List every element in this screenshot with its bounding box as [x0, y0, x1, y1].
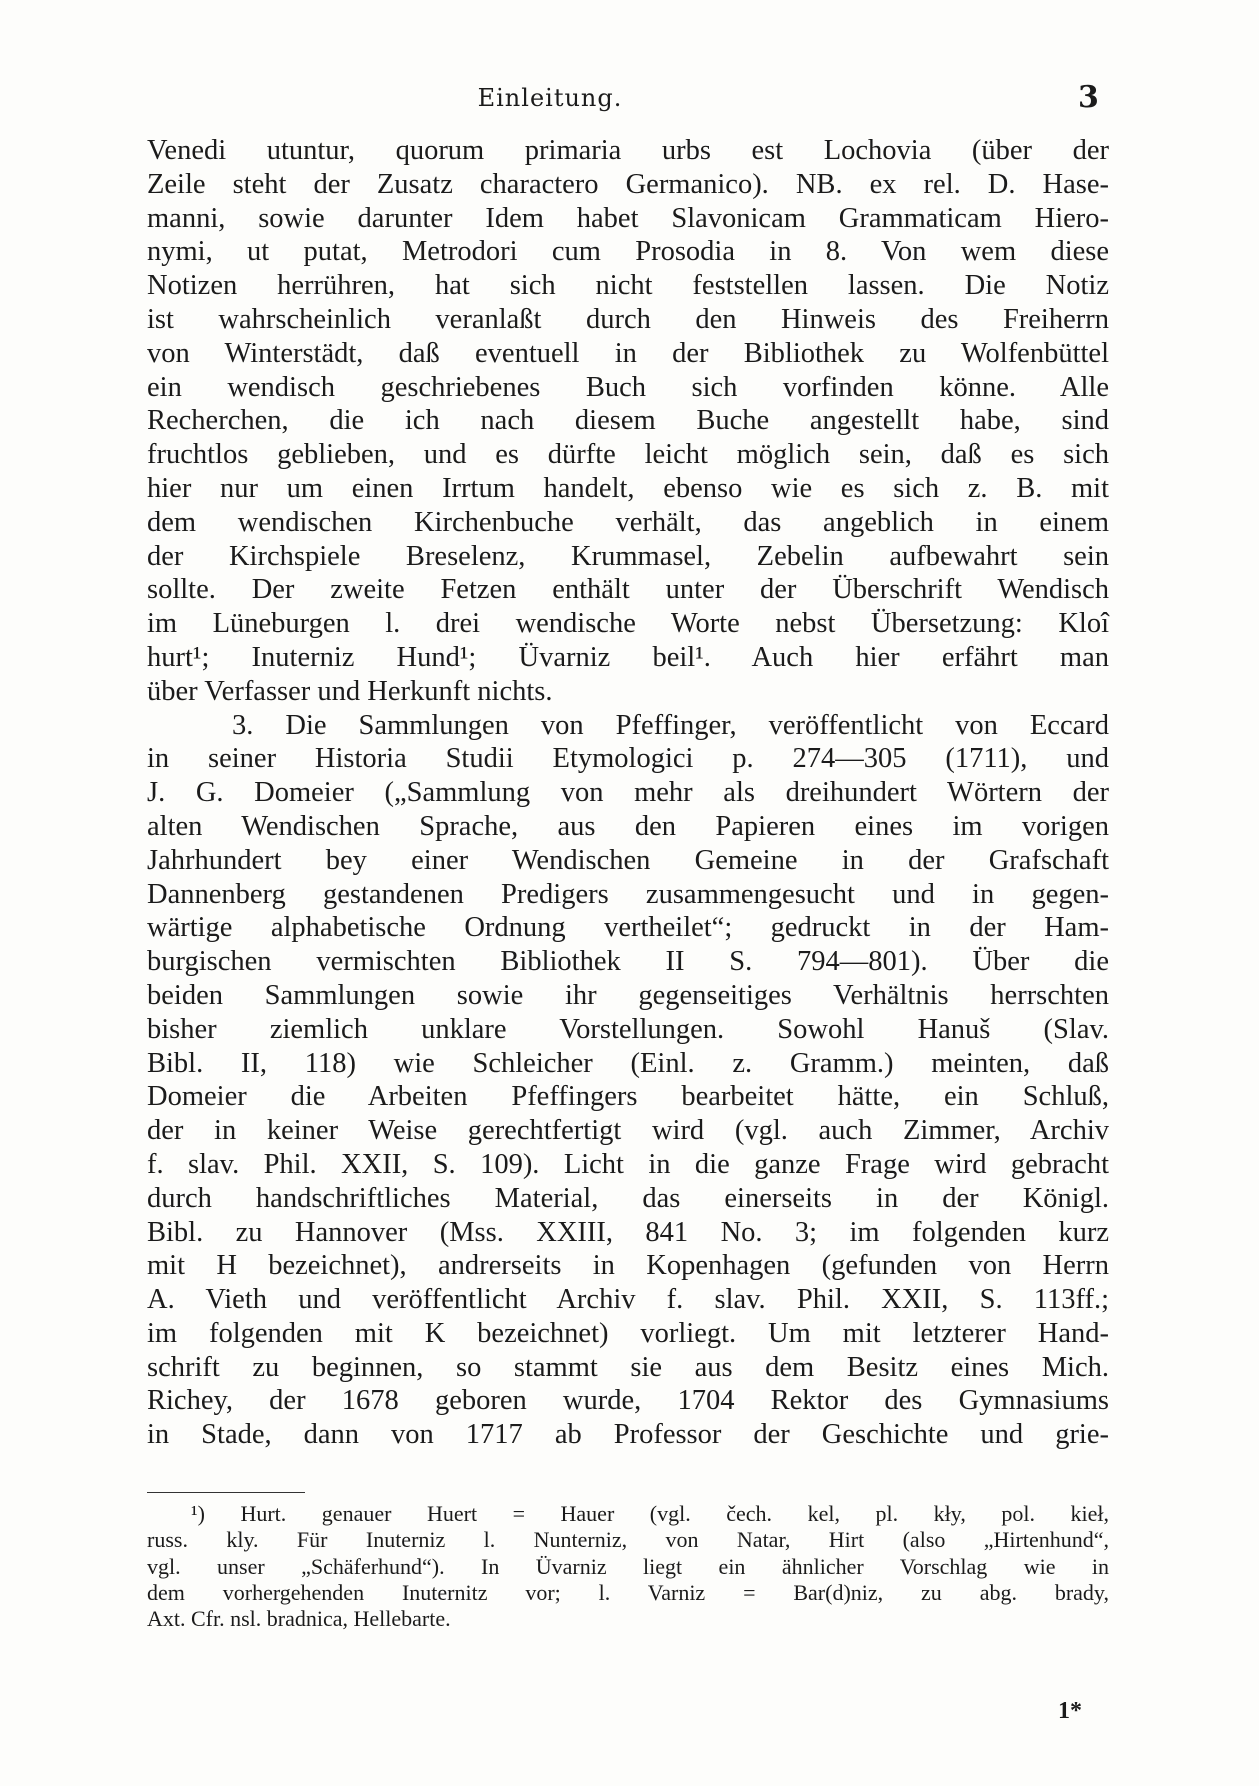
text-line: in Stade, dann von 1717 ab Professor der Geschichte und grie-: [147, 1419, 1109, 1451]
text-line: Bibl. zu Hannover (Mss. XXIII, 841 No. 3; im folgenden kurz: [147, 1216, 1109, 1248]
text-line: Notizen herrühren, hat sich nicht feststellen lassen. Die Notiz: [147, 270, 1109, 302]
text-line: in seiner Historia Studii Etymologici p. 274—305 (1711), und: [147, 743, 1109, 775]
footnote-divider: [147, 1492, 305, 1493]
text-line: durch handschriftliches Material, das einerseits in der Königl.: [147, 1182, 1109, 1214]
text-line: ein wendisch geschriebenes Buch sich vorfinden könne. Alle: [147, 371, 1109, 403]
text-line: alten Wendischen Sprache, aus den Papieren eines im vorigen: [147, 810, 1109, 842]
running-title: Einleitung.: [477, 84, 623, 112]
text-line: Richey, der 1678 geboren wurde, 1704 Rektor des Gymnasiums: [147, 1385, 1109, 1417]
text-line: von Winterstädt, daß eventuell in der Bibliothek zu Wolfenbüttel: [147, 337, 1109, 369]
text-line: manni, sowie darunter Idem habet Slavonicam Grammaticam Hiero-: [147, 202, 1109, 234]
signature-mark: 1*: [1058, 1698, 1082, 1724]
text-line: sollte. Der zweite Fetzen enthält unter der Überschrift Wendisch: [147, 574, 1109, 606]
text-line: der Kirchspiele Breselenz, Krummasel, Zebelin aufbewahrt sein: [147, 540, 1109, 572]
text-line: A. Vieth und veröffentlicht Archiv f. slav. Phil. XXII, S. 113ff.;: [147, 1284, 1109, 1316]
footnote-line: vgl. unser „Schäferhund“). In Üvarniz liegt ein ähnlicher Vorschlag wie in: [147, 1553, 1109, 1579]
text-line: hier nur um einen Irrtum handelt, ebenso wie es sich z. B. mit: [147, 472, 1109, 504]
paragraph-start-line: 3. Die Sammlungen von Pfeffinger, veröffentlicht von Eccard: [232, 709, 1109, 741]
footnote-line: Axt. Cfr. nsl. bradnica, Hellebarte.: [147, 1606, 451, 1632]
page-number: 3: [1078, 80, 1099, 115]
text-line: burgischen vermischten Bibliothek II S. 794—801). Über die: [147, 946, 1109, 978]
text-line: Venedi utuntur, quorum primaria urbs est Lochovia (über der: [147, 135, 1109, 166]
paragraph-end-line: über Verfasser und Herkunft nichts.: [147, 675, 553, 707]
text-line: im folgenden mit K bezeichnet) vorliegt. Um mit letzterer Hand-: [147, 1317, 1109, 1349]
footnote-line: ¹) Hurt. genauer Huert = Hauer (vgl. čech. kel, pl. kły, pol. kieł,: [191, 1501, 1109, 1526]
text-line: Recherchen, die ich nach diesem Buche angestellt habe, sind: [147, 405, 1109, 437]
text-line: mit H bezeichnet), andrerseits in Kopenhagen (gefunden von Herrn: [147, 1250, 1109, 1282]
text-line: Domeier die Arbeiten Pfeffingers bearbeitet hätte, ein Schluß,: [147, 1081, 1109, 1113]
text-line: f. slav. Phil. XXII, S. 109). Licht in die ganze Frage wird gebracht: [147, 1148, 1109, 1180]
text-line: Bibl. II, 118) wie Schleicher (Einl. z. Gramm.) meinten, daß: [147, 1047, 1109, 1079]
text-line: fruchtlos geblieben, und es dürfte leicht möglich sein, daß es sich: [147, 439, 1109, 471]
footnotes: [147, 1501, 1109, 1632]
text-line: Dannenberg gestandenen Predigers zusammengesucht und in gegen-: [147, 878, 1109, 910]
text-line: bisher ziemlich unklare Vorstellungen. Sowohl Hanuš (Slav.: [147, 1013, 1109, 1045]
text-line: ist wahrscheinlich veranlaßt durch den Hinweis des Freiherrn: [147, 303, 1109, 335]
text-line: Jahrhundert bey einer Wendischen Gemeine in der Grafschaft: [147, 844, 1109, 876]
body-text: [147, 134, 1109, 1452]
text-line: beiden Sammlungen sowie ihr gegenseitiges Verhältnis herrschten: [147, 979, 1109, 1011]
text-line: schrift zu beginnen, so stammt sie aus dem Besitz eines Mich.: [147, 1351, 1109, 1383]
text-line: J. G. Domeier („Sammlung von mehr als dreihundert Wörtern der: [147, 777, 1109, 809]
text-line: hurt¹; Inuterniz Hund¹; Üvarniz beil¹. Auch hier erfährt man: [147, 641, 1109, 673]
text-line: im Lüneburgen l. drei wendische Worte nebst Übersetzung: Kloî: [147, 608, 1109, 640]
text-line: der in keiner Weise gerechtfertigt wird (vgl. auch Zimmer, Archiv: [147, 1115, 1109, 1147]
text-line: dem wendischen Kirchenbuche verhält, das angeblich in einem: [147, 506, 1109, 538]
footnote-line: dem vorhergehenden Inuternitz vor; l. Varniz = Bar(d)niz, zu abg. brady,: [147, 1579, 1109, 1605]
footnote-line: russ. kly. Für Inuterniz l. Nunterniz, von Natar, Hirt (also „Hirtenhund“,: [147, 1527, 1109, 1553]
text-line: nymi, ut putat, Metrodori cum Prosodia in 8. Von wem diese: [147, 236, 1109, 268]
text-line: Zeile steht der Zusatz charactero Germanico). NB. ex rel. D. Hase-: [147, 168, 1109, 200]
text-line: wärtige alphabetische Ordnung vertheilet“; gedruckt in der Ham-: [147, 912, 1109, 944]
